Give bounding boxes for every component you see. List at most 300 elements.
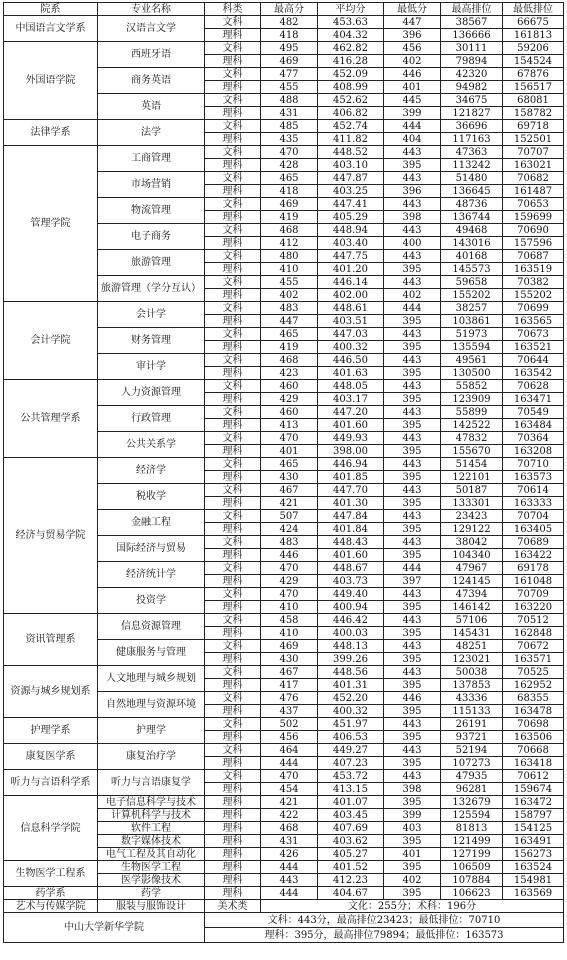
avg-score-cell: 446.94 bbox=[318, 458, 384, 471]
max-score-cell: 468 bbox=[261, 354, 318, 367]
min-rank-cell: 70525 bbox=[503, 666, 564, 679]
max-score-cell: 469 bbox=[261, 640, 318, 653]
min-score-cell: 443 bbox=[384, 614, 441, 627]
major-cell: 会计学 bbox=[98, 302, 205, 328]
major-cell: 服装与服饰设计 bbox=[98, 900, 205, 913]
min-rank-cell: 163571 bbox=[503, 653, 564, 666]
min-rank-cell: 70689 bbox=[503, 536, 564, 549]
school-summary-arts: 文科：443分，最高排位23423；最低排位：70710 bbox=[205, 913, 564, 928]
max-rank-cell: 40168 bbox=[441, 250, 503, 263]
admission-score-table-container bbox=[3, 2, 564, 943]
min-score-cell: 395 bbox=[384, 419, 441, 432]
min-rank-cell: 163491 bbox=[503, 835, 564, 848]
min-rank-cell: 161813 bbox=[503, 29, 564, 42]
min-rank-cell: 163422 bbox=[503, 549, 564, 562]
min-rank-cell: 161487 bbox=[503, 185, 564, 198]
min-score-cell: 395 bbox=[384, 315, 441, 328]
max-score-cell: 431 bbox=[261, 835, 318, 848]
max-score-cell: 470 bbox=[261, 432, 318, 445]
major-cell: 听力与言语康复学 bbox=[98, 770, 205, 796]
category-cell: 理科 bbox=[205, 159, 261, 172]
major-cell: 医学影像技术 bbox=[98, 874, 205, 887]
avg-score-cell: 446.42 bbox=[318, 614, 384, 627]
table-row bbox=[4, 380, 564, 393]
table-row bbox=[4, 770, 564, 783]
max-rank-cell: 51973 bbox=[441, 328, 503, 341]
avg-score-cell: 400.94 bbox=[318, 601, 384, 614]
category-cell: 文科 bbox=[205, 16, 261, 29]
min-score-cell: 446 bbox=[384, 692, 441, 705]
avg-score-cell: 447.03 bbox=[318, 328, 384, 341]
category-cell: 文科 bbox=[205, 94, 261, 107]
major-cell: 数字媒体技术 bbox=[98, 835, 205, 848]
table-row bbox=[4, 887, 564, 900]
min-rank-cell: 70687 bbox=[503, 250, 564, 263]
max-rank-cell: 49561 bbox=[441, 354, 503, 367]
major-cell: 人力资源管理 bbox=[98, 380, 205, 406]
major-cell: 电子信息科学与技术 bbox=[98, 796, 205, 809]
avg-score-cell: 448.05 bbox=[318, 380, 384, 393]
department-cell: 康复医学系 bbox=[4, 744, 98, 770]
category-cell: 文科 bbox=[205, 328, 261, 341]
school-summary-row bbox=[4, 913, 564, 928]
max-score-cell: 402 bbox=[261, 289, 318, 302]
min-score-cell: 445 bbox=[384, 94, 441, 107]
max-rank-cell: 38567 bbox=[441, 16, 503, 29]
category-cell: 理科 bbox=[205, 861, 261, 874]
table-row bbox=[4, 614, 564, 627]
min-rank-cell: 152501 bbox=[503, 133, 564, 146]
min-rank-cell: 68081 bbox=[503, 94, 564, 107]
min-rank-cell: 70709 bbox=[503, 588, 564, 601]
department-cell: 护理学系 bbox=[4, 718, 98, 744]
min-score-cell: 395 bbox=[384, 731, 441, 744]
min-score-cell: 444 bbox=[384, 120, 441, 133]
max-score-cell: 467 bbox=[261, 666, 318, 679]
department-cell: 管理学院 bbox=[4, 146, 98, 302]
max-rank-cell: 132679 bbox=[441, 796, 503, 809]
min-rank-cell: 163573 bbox=[503, 471, 564, 484]
category-cell: 理科 bbox=[205, 705, 261, 718]
max-score-cell: 456 bbox=[261, 731, 318, 744]
max-score-cell: 435 bbox=[261, 133, 318, 146]
min-score-cell: 443 bbox=[384, 146, 441, 159]
avg-score-cell: 447.87 bbox=[318, 172, 384, 185]
min-rank-cell: 154981 bbox=[503, 874, 564, 887]
max-rank-cell: 48736 bbox=[441, 198, 503, 211]
max-score-cell: 470 bbox=[261, 770, 318, 783]
category-cell: 文科 bbox=[205, 198, 261, 211]
max-rank-cell: 51454 bbox=[441, 458, 503, 471]
max-score-cell: 429 bbox=[261, 575, 318, 588]
table-row bbox=[4, 458, 564, 471]
avg-score-cell: 462.82 bbox=[318, 42, 384, 55]
max-score-cell: 410 bbox=[261, 627, 318, 640]
min-score-cell: 401 bbox=[384, 848, 441, 861]
min-rank-cell: 70382 bbox=[503, 276, 564, 289]
min-score-cell: 399 bbox=[384, 107, 441, 120]
max-rank-cell: 117163 bbox=[441, 133, 503, 146]
min-score-cell: 395 bbox=[384, 796, 441, 809]
max-score-cell: 454 bbox=[261, 783, 318, 796]
max-rank-cell: 47394 bbox=[441, 588, 503, 601]
max-score-cell: 447 bbox=[261, 315, 318, 328]
header-category: 科类 bbox=[205, 3, 261, 16]
category-cell: 文科 bbox=[205, 302, 261, 315]
max-rank-cell: 142522 bbox=[441, 419, 503, 432]
category-cell: 文科 bbox=[205, 510, 261, 523]
major-cell: 物流管理 bbox=[98, 198, 205, 224]
max-rank-cell: 136666 bbox=[441, 29, 503, 42]
major-cell: 护理学 bbox=[98, 718, 205, 744]
avg-score-cell: 451.97 bbox=[318, 718, 384, 731]
min-score-cell: 443 bbox=[384, 406, 441, 419]
category-cell: 文科 bbox=[205, 120, 261, 133]
max-score-cell: 401 bbox=[261, 445, 318, 458]
major-cell: 行政管理 bbox=[98, 406, 205, 432]
major-cell: 经济统计学 bbox=[98, 562, 205, 588]
min-rank-cell: 163569 bbox=[503, 887, 564, 900]
avg-score-cell: 413.15 bbox=[318, 783, 384, 796]
max-rank-cell: 107273 bbox=[441, 757, 503, 770]
max-rank-cell: 79894 bbox=[441, 55, 503, 68]
min-rank-cell: 70707 bbox=[503, 146, 564, 159]
max-rank-cell: 47935 bbox=[441, 770, 503, 783]
major-cell: 药学 bbox=[98, 887, 205, 900]
max-score-cell: 455 bbox=[261, 81, 318, 94]
school-name-cell: 中山大学新华学院 bbox=[4, 913, 205, 943]
min-score-cell: 443 bbox=[384, 484, 441, 497]
major-cell: 电子商务 bbox=[98, 224, 205, 250]
max-score-cell: 483 bbox=[261, 302, 318, 315]
max-rank-cell: 103861 bbox=[441, 315, 503, 328]
max-rank-cell: 23423 bbox=[441, 510, 503, 523]
avg-score-cell: 447.84 bbox=[318, 510, 384, 523]
min-rank-cell: 70698 bbox=[503, 718, 564, 731]
category-cell: 文科 bbox=[205, 406, 261, 419]
avg-score-cell: 449.27 bbox=[318, 744, 384, 757]
min-score-cell: 444 bbox=[384, 562, 441, 575]
max-rank-cell: 30111 bbox=[441, 42, 503, 55]
max-rank-cell: 50187 bbox=[441, 484, 503, 497]
max-score-cell: 469 bbox=[261, 198, 318, 211]
min-rank-cell: 69178 bbox=[503, 562, 564, 575]
min-score-cell: 402 bbox=[384, 289, 441, 302]
table-row bbox=[4, 120, 564, 133]
max-rank-cell: 104340 bbox=[441, 549, 503, 562]
major-cell: 审计学 bbox=[98, 354, 205, 380]
avg-score-cell: 401.84 bbox=[318, 523, 384, 536]
min-rank-cell: 70628 bbox=[503, 380, 564, 393]
min-score-cell: 447 bbox=[384, 16, 441, 29]
department-cell: 听力与言语科学系 bbox=[4, 770, 98, 796]
major-cell: 公共关系学 bbox=[98, 432, 205, 458]
min-rank-cell: 163418 bbox=[503, 757, 564, 770]
department-cell: 会计学院 bbox=[4, 302, 98, 380]
table-row bbox=[4, 16, 564, 29]
max-score-cell: 468 bbox=[261, 822, 318, 835]
category-cell: 文科 bbox=[205, 146, 261, 159]
min-rank-cell: 70682 bbox=[503, 172, 564, 185]
major-cell: 金融工程 bbox=[98, 510, 205, 536]
max-rank-cell: 38257 bbox=[441, 302, 503, 315]
avg-score-cell: 401.60 bbox=[318, 419, 384, 432]
max-rank-cell: 93721 bbox=[441, 731, 503, 744]
avg-score-cell: 447.70 bbox=[318, 484, 384, 497]
category-cell: 理科 bbox=[205, 55, 261, 68]
avg-score-cell: 403.25 bbox=[318, 185, 384, 198]
avg-score-cell: 411.82 bbox=[318, 133, 384, 146]
header-major: 专业名称 bbox=[98, 3, 205, 16]
max-rank-cell: 59658 bbox=[441, 276, 503, 289]
min-score-cell: 443 bbox=[384, 198, 441, 211]
table-row bbox=[4, 146, 564, 159]
max-rank-cell: 115133 bbox=[441, 705, 503, 718]
avg-score-cell: 405.27 bbox=[318, 848, 384, 861]
min-score-cell: 395 bbox=[384, 159, 441, 172]
category-cell: 文科 bbox=[205, 536, 261, 549]
min-rank-cell: 163524 bbox=[503, 861, 564, 874]
department-cell: 中国语言文学系 bbox=[4, 16, 98, 42]
max-score-cell: 410 bbox=[261, 601, 318, 614]
max-score-cell: 502 bbox=[261, 718, 318, 731]
min-score-cell: 396 bbox=[384, 29, 441, 42]
max-rank-cell: 55852 bbox=[441, 380, 503, 393]
avg-score-cell: 408.99 bbox=[318, 81, 384, 94]
min-rank-cell: 161048 bbox=[503, 575, 564, 588]
category-cell: 理科 bbox=[205, 107, 261, 120]
avg-score-cell: 401.07 bbox=[318, 796, 384, 809]
major-cell: 自然地理与资源环境 bbox=[98, 692, 205, 718]
max-score-cell: 470 bbox=[261, 588, 318, 601]
min-score-cell: 398 bbox=[384, 211, 441, 224]
min-rank-cell: 163478 bbox=[503, 705, 564, 718]
min-rank-cell: 158797 bbox=[503, 809, 564, 822]
category-cell: 理科 bbox=[205, 341, 261, 354]
avg-score-cell: 398.00 bbox=[318, 445, 384, 458]
major-cell: 法学 bbox=[98, 120, 205, 146]
category-cell: 理科 bbox=[205, 185, 261, 198]
major-cell: 市场营销 bbox=[98, 172, 205, 198]
department-cell: 资讯管理系 bbox=[4, 614, 98, 666]
max-rank-cell: 51480 bbox=[441, 172, 503, 185]
min-rank-cell: 163220 bbox=[503, 601, 564, 614]
avg-score-cell: 403.17 bbox=[318, 393, 384, 406]
min-score-cell: 443 bbox=[384, 536, 441, 549]
min-score-cell: 395 bbox=[384, 263, 441, 276]
max-score-cell: 430 bbox=[261, 471, 318, 484]
max-score-cell: 446 bbox=[261, 549, 318, 562]
category-cell: 理科 bbox=[205, 731, 261, 744]
category-cell: 文科 bbox=[205, 380, 261, 393]
min-rank-cell: 66675 bbox=[503, 16, 564, 29]
admission-score-table bbox=[3, 2, 564, 943]
min-score-cell: 446 bbox=[384, 68, 441, 81]
category-cell: 理科 bbox=[205, 471, 261, 484]
max-score-cell: 412 bbox=[261, 237, 318, 250]
category-cell: 理科 bbox=[205, 627, 261, 640]
max-score-cell: 443 bbox=[261, 874, 318, 887]
avg-score-cell: 446.50 bbox=[318, 354, 384, 367]
min-score-cell: 395 bbox=[384, 497, 441, 510]
max-rank-cell: 38042 bbox=[441, 536, 503, 549]
max-rank-cell: 129122 bbox=[441, 523, 503, 536]
category-cell: 理科 bbox=[205, 445, 261, 458]
max-score-cell: 480 bbox=[261, 250, 318, 263]
max-rank-cell: 123021 bbox=[441, 653, 503, 666]
min-rank-cell: 163471 bbox=[503, 393, 564, 406]
min-score-cell: 395 bbox=[384, 757, 441, 770]
min-rank-cell: 163521 bbox=[503, 341, 564, 354]
min-score-cell: 443 bbox=[384, 224, 441, 237]
category-cell: 文科 bbox=[205, 250, 261, 263]
category-cell: 文科 bbox=[205, 484, 261, 497]
max-rank-cell: 36696 bbox=[441, 120, 503, 133]
major-cell: 投资学 bbox=[98, 588, 205, 614]
department-cell: 公共管理学系 bbox=[4, 380, 98, 458]
max-rank-cell: 127199 bbox=[441, 848, 503, 861]
header-min-score: 最低分 bbox=[384, 3, 441, 16]
major-cell: 税收学 bbox=[98, 484, 205, 510]
max-score-cell: 507 bbox=[261, 510, 318, 523]
avg-score-cell: 447.41 bbox=[318, 198, 384, 211]
avg-score-cell: 401.30 bbox=[318, 497, 384, 510]
category-cell: 理科 bbox=[205, 848, 261, 861]
category-cell: 理科 bbox=[205, 315, 261, 328]
max-score-cell: 417 bbox=[261, 679, 318, 692]
table-row bbox=[4, 796, 564, 809]
max-rank-cell: 155202 bbox=[441, 289, 503, 302]
min-score-cell: 401 bbox=[384, 81, 441, 94]
major-cell: 商务英语 bbox=[98, 68, 205, 94]
min-score-cell: 443 bbox=[384, 666, 441, 679]
min-score-cell: 443 bbox=[384, 770, 441, 783]
category-cell: 理科 bbox=[205, 289, 261, 302]
category-cell: 理科 bbox=[205, 497, 261, 510]
avg-score-cell: 449.93 bbox=[318, 432, 384, 445]
avg-score-cell: 453.63 bbox=[318, 16, 384, 29]
min-score-cell: 395 bbox=[384, 393, 441, 406]
major-cell: 财务管理 bbox=[98, 328, 205, 354]
department-cell: 艺术与传媒学院 bbox=[4, 900, 98, 913]
max-score-cell: 465 bbox=[261, 458, 318, 471]
avg-score-cell: 400.32 bbox=[318, 341, 384, 354]
max-score-cell: 465 bbox=[261, 328, 318, 341]
major-cell: 计算机科学与技术 bbox=[98, 809, 205, 822]
min-rank-cell: 163472 bbox=[503, 796, 564, 809]
max-score-cell: 444 bbox=[261, 887, 318, 900]
major-cell: 软件工程 bbox=[98, 822, 205, 835]
header-min-rank: 最低排位 bbox=[503, 3, 564, 16]
department-cell: 资源与城乡规划系 bbox=[4, 666, 98, 718]
avg-score-cell: 403.10 bbox=[318, 159, 384, 172]
major-cell: 人文地理与城乡规划 bbox=[98, 666, 205, 692]
max-rank-cell: 47967 bbox=[441, 562, 503, 575]
avg-score-cell: 400.32 bbox=[318, 705, 384, 718]
max-rank-cell: 136645 bbox=[441, 185, 503, 198]
table-row bbox=[4, 42, 564, 55]
min-rank-cell: 159674 bbox=[503, 783, 564, 796]
min-score-cell: 395 bbox=[384, 835, 441, 848]
min-score-cell: 443 bbox=[384, 172, 441, 185]
max-score-cell: 470 bbox=[261, 562, 318, 575]
max-score-cell: 444 bbox=[261, 757, 318, 770]
max-rank-cell: 121827 bbox=[441, 107, 503, 120]
avg-score-cell: 452.09 bbox=[318, 68, 384, 81]
category-cell: 理科 bbox=[205, 601, 261, 614]
max-score-cell: 495 bbox=[261, 42, 318, 55]
max-score-cell: 418 bbox=[261, 29, 318, 42]
category-cell: 文科 bbox=[205, 276, 261, 289]
avg-score-cell: 448.52 bbox=[318, 146, 384, 159]
art-row bbox=[4, 900, 564, 913]
max-rank-cell: 145573 bbox=[441, 263, 503, 276]
max-rank-cell: 55899 bbox=[441, 406, 503, 419]
min-score-cell: 443 bbox=[384, 354, 441, 367]
avg-score-cell: 400.03 bbox=[318, 627, 384, 640]
max-score-cell: 426 bbox=[261, 848, 318, 861]
min-score-cell: 395 bbox=[384, 549, 441, 562]
category-cell: 理科 bbox=[205, 419, 261, 432]
category-cell: 理科 bbox=[205, 679, 261, 692]
max-score-cell: 483 bbox=[261, 536, 318, 549]
min-rank-cell: 70668 bbox=[503, 744, 564, 757]
category-cell: 理科 bbox=[205, 783, 261, 796]
min-score-cell: 443 bbox=[384, 250, 441, 263]
major-cell: 工商管理 bbox=[98, 146, 205, 172]
min-rank-cell: 67876 bbox=[503, 68, 564, 81]
avg-score-cell: 401.63 bbox=[318, 367, 384, 380]
max-score-cell: 419 bbox=[261, 211, 318, 224]
category-cell: 理科 bbox=[205, 822, 261, 835]
min-rank-cell: 70653 bbox=[503, 198, 564, 211]
max-rank-cell: 34675 bbox=[441, 94, 503, 107]
table-body bbox=[4, 3, 564, 943]
max-score-cell: 469 bbox=[261, 55, 318, 68]
category-cell: 理科 bbox=[205, 887, 261, 900]
category-cell: 文科 bbox=[205, 744, 261, 757]
category-cell: 理科 bbox=[205, 796, 261, 809]
min-score-cell: 443 bbox=[384, 718, 441, 731]
min-rank-cell: 154524 bbox=[503, 55, 564, 68]
max-rank-cell: 135594 bbox=[441, 341, 503, 354]
max-score-cell: 437 bbox=[261, 705, 318, 718]
max-rank-cell: 57106 bbox=[441, 614, 503, 627]
min-rank-cell: 70710 bbox=[503, 458, 564, 471]
major-cell: 旅游管理 bbox=[98, 250, 205, 276]
avg-score-cell: 407.69 bbox=[318, 822, 384, 835]
max-rank-cell: 143016 bbox=[441, 237, 503, 250]
category-cell: 理科 bbox=[205, 393, 261, 406]
table-row bbox=[4, 302, 564, 315]
max-score-cell: 468 bbox=[261, 224, 318, 237]
major-cell: 健康服务与管理 bbox=[98, 640, 205, 666]
min-score-cell: 403 bbox=[384, 822, 441, 835]
avg-score-cell: 416.28 bbox=[318, 55, 384, 68]
min-score-cell: 395 bbox=[384, 367, 441, 380]
avg-score-cell: 452.62 bbox=[318, 94, 384, 107]
avg-score-cell: 447.20 bbox=[318, 406, 384, 419]
category-cell: 理科 bbox=[205, 211, 261, 224]
max-rank-cell: 146142 bbox=[441, 601, 503, 614]
avg-score-cell: 401.31 bbox=[318, 679, 384, 692]
min-rank-cell: 70364 bbox=[503, 432, 564, 445]
category-cell: 文科 bbox=[205, 770, 261, 783]
min-rank-cell: 156517 bbox=[503, 81, 564, 94]
department-cell: 生物医学工程系 bbox=[4, 861, 98, 887]
min-score-cell: 395 bbox=[384, 523, 441, 536]
max-score-cell: 429 bbox=[261, 393, 318, 406]
